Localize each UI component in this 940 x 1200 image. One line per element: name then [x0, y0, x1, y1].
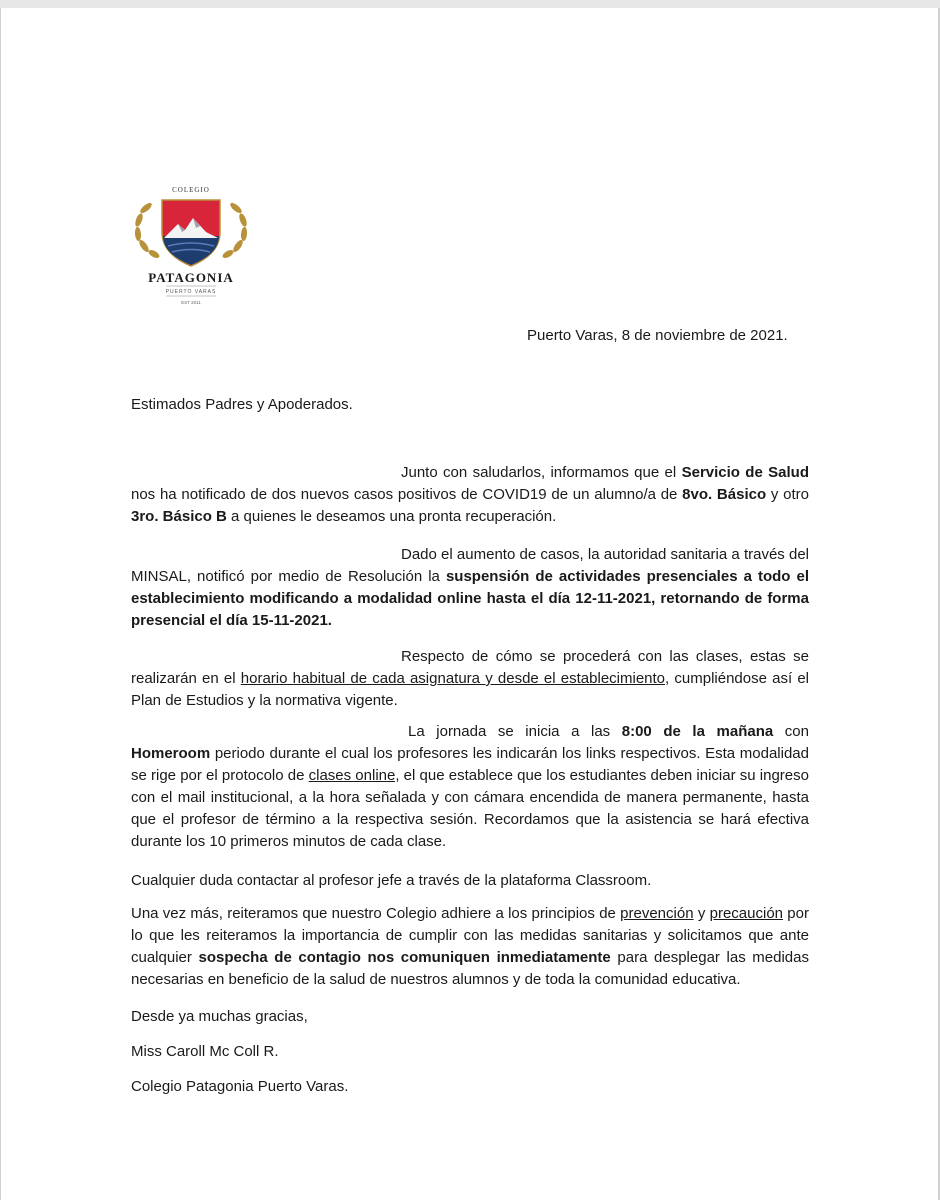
letter-greeting: Estimados Padres y Apoderados. — [131, 396, 353, 413]
logo-est: EST 2011 — [181, 300, 201, 305]
paragraph-classes: Respecto de cómo se procederá con las clases, estas se realizarán en el horario habitual de cada asignatura y desde el establecimiento, cumpliéndose así el Plan de Estudios y la normativa vigente. — [131, 648, 809, 709]
logo-city: PUERTO VARAS — [165, 289, 217, 295]
paragraph-prevention: Una vez más, reiteramos que nuestro Colegio adhiere a los principios de prevención y precaución por lo que les reiteramos la importancia de cumplir con las medidas sanitarias y solicitamos que ante cualquier sospecha de contagio nos comuniquen inmediatamente para desplegar las medidas necesarias en beneficio de la salud de nuestros alumnos y de toda la comunidad educativa. — [131, 905, 809, 988]
logo-top-text: COLEGIO — [172, 186, 210, 194]
paragraph-suspension: Dado el aumento de casos, la autoridad sanitaria a través del MINSAL, notificó por medio de Resolución la suspensión de actividades presenciales a todo el establecimiento modificando a modalidad online hasta el día 12-11-2021, retornando de forma presencial el día 15-11-2021. — [131, 546, 809, 629]
laurel-left-icon — [134, 201, 161, 259]
top-border — [0, 0, 940, 8]
paragraph-contact: Cualquier duda contactar al profesor jefe a través de la plataforma Classroom. — [131, 872, 652, 889]
signature-organization: Colegio Patagonia Puerto Varas. — [131, 1078, 349, 1095]
paragraph-schedule: La jornada se inicia a las 8:00 de la mañana con Homeroom periodo durante el cual los profesores les indicarán los links respectivos. Esta modalidad se rige por el protocolo de clases online, el que establece que los estudiantes deben iniciar su ingreso con el mail institucional, a la hora señalada y con cámara encendida de manera permanente, hasta que el profesor de término a la respectiva sesión. Recordamos que la asistencia se hará efectiva durante los 10 primeros minutos de cada clase. — [131, 723, 809, 850]
laurel-right-icon — [221, 201, 248, 259]
logo-name: PATAGONIA — [148, 270, 234, 285]
school-logo — [130, 180, 252, 310]
letter-date: Puerto Varas, 8 de noviembre de 2021. — [527, 327, 788, 344]
closing-text: Desde ya muchas gracias, — [131, 1008, 308, 1025]
signature-name: Miss Caroll Mc Coll R. — [131, 1043, 279, 1060]
paragraph-cases: Junto con saludarlos, informamos que el Servicio de Salud nos ha notificado de dos nuevos casos positivos de COVID19 de un alumno/a de 8vo. Básico y otro 3ro. Básico B a quienes le deseamos una pronta recuperación. — [131, 464, 810, 525]
mountain-shield-icon — [162, 200, 220, 266]
left-page-edge — [0, 8, 1, 1200]
